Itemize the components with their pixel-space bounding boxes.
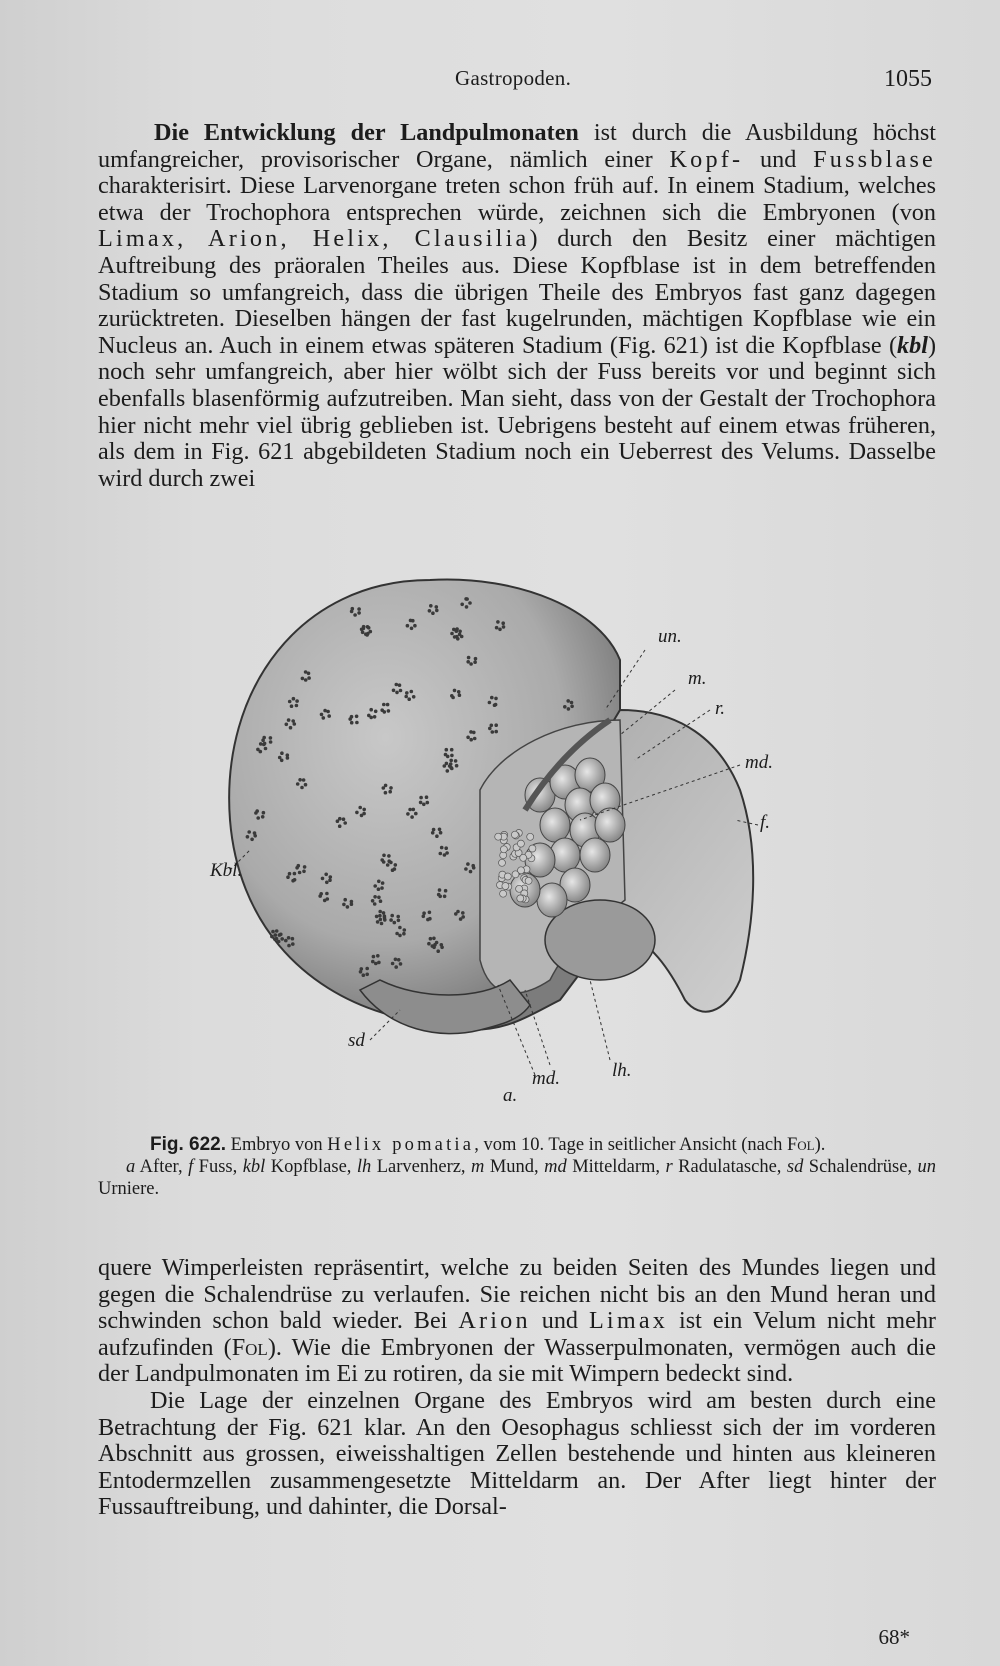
label-md-right: md. [745,752,773,773]
spaced-term: Kopf- [669,145,744,173]
spaced-genus-names: Limax, Arion, Helix, Clausilia [98,225,530,253]
label-md-bottom: md. [532,1068,560,1089]
paragraph [98,1255,936,1388]
label-a: a. [503,1085,518,1106]
page-number: 1055 [884,66,932,92]
label-kbl: Kbl. [210,860,243,881]
text-run: Die Lage der einzelnen Organe des Embryos wird am besten durch eine Betrachtung der Fig. 621 klar. An den Oesophagus schliesst sich der im vorderen Abschnitt aus grossen, eiweisshaltigen Zellen bestehende und hinten aus kleineren Entodermzellen zusammengesetzte Mitteldarm an. Der After liegt hinter der Fussauftreibung, und dahinter, die Dorsal- [98,1386,936,1521]
entoderm-cell [495,833,502,840]
embryo-figure [180,560,860,1130]
caption-title [98,1134,936,1156]
top-paragraph [98,120,936,492]
italic-abbrev: kbl [897,331,928,359]
running-title: Gastropoden. [455,66,572,90]
text-run: Urniere. [98,1179,160,1199]
label-r: r. [715,698,726,719]
entoderm-cell [511,831,518,838]
paragraph [98,1388,936,1521]
entoderm-cell [500,846,507,853]
spaced-species-name: Helix pomatia [327,1135,475,1155]
label-un: un. [658,626,682,647]
text-run: ). Wie die Embryonen der Wasserpulmonaten, vermögen auch die der Landpulmonaten im Ei zu rotiren, da sie mit Wimpern bedeckt sind. [98,1333,937,1388]
legend-abbrev: sd [786,1157,804,1177]
text-run: und [743,145,814,173]
text-run: Mund, [484,1157,545,1177]
legend-abbrev: r [665,1157,673,1177]
label-m: m. [688,668,707,689]
text-run: ). [814,1135,826,1155]
entoderm-cell [520,854,527,861]
text-run: ist durch die Ausbildung höchst umfangreicher, provisorischer Organe, nämlich einer [98,119,936,173]
text-run: Mitteldarm, [566,1157,666,1177]
text-run: ) noch sehr umfangreich, aber hier wölbt sich der Fuss bereits vor und beginnt sich ebenfalls blasenförmig aufzutreiben. Man sieht, dass von der Gestalt der Trochophora hier nicht mehr viel übrig geblieben ist. Uebrigens besteht auf einem etwas früheren, als dem in Fig. 621 abgebildeten Stadium noch ein Ueberrest des Velums. Dasselbe wird durch zwei [98,331,936,492]
bottom-paragraphs [98,1255,936,1521]
entoderm-cell [529,845,536,852]
entoderm-cell [500,890,507,897]
legend-abbrev: m [471,1157,485,1177]
caption-legend [98,1156,936,1200]
text-run: Kopfblase, [265,1157,357,1177]
legend-abbrev: lh [356,1157,372,1177]
entoderm-cell [527,833,534,840]
entoderm-cell [499,859,506,866]
author-name: Fol [231,1333,268,1361]
text-run: charakterisirt. Diese Larvenorgane treten schon früh auf. In einem Stadium, welches etwa der Trochophora entsprechen würde, zeichnen sich die Embryonen (von [98,172,936,226]
figure-number: Fig. 622. [150,1134,227,1155]
embryo-illustration [180,560,860,1130]
legend-abbrev: md [544,1157,567,1177]
text-run: Embryo von [226,1135,328,1155]
page-header [100,66,932,96]
text-run: Schalendrüse, [803,1157,918,1177]
signature-mark: 68* [878,1625,910,1649]
entoderm-cell [518,867,525,874]
entoderm-cell [502,883,509,890]
bold-heading-phrase: Die Entwicklung der Landpulmonaten [154,119,579,146]
entoderm-cell [517,840,524,847]
yolk-cell [537,883,567,917]
spaced-genus-name: Limax [588,1307,669,1335]
text-run: Larvenherz, [371,1157,472,1177]
label-f: f. [760,812,771,833]
text-run: Fuss, [193,1157,243,1177]
label-lh: lh. [612,1060,632,1081]
legend-abbrev: kbl [242,1157,266,1177]
legend-abbrev: un [917,1157,936,1177]
text-run: After, [135,1157,189,1177]
text-run: und [530,1307,589,1335]
yolk-cell [540,808,570,842]
entoderm-cell [525,877,532,884]
legend-abbrev: a [126,1157,136,1177]
text-run: quere Wimperleisten repräsentirt, welche zu beiden Seiten des Mundes liegen und gegen die Schalendrüse zu verlaufen. Sie reichen nicht bis an den Mund heran und schwinden schon bald wieder. Bei [98,1254,936,1335]
figure-caption [98,1134,936,1200]
spaced-genus-name: Arion [458,1307,531,1335]
text-run: Radulatasche, [672,1157,787,1177]
text-run: ) durch den Besitz einer mächtigen Auftreibung des präoralen Theiles aus. Diese Kopfblase ist in dem betreffenden Stadium so umfangreich, dass die übrigen Theile des Embryos fast ganz dagegen zurücktreten. Dieselben hängen der fast kugelrunden, mächtigen Kopfblase wie ein Nucleus an. Auch in einem etwas späteren Stadium (Fig. 621) ist die Kopfblase ( [98,225,936,359]
text-run: , vom 10. Tage in seitlicher Ansicht (nach [474,1135,787,1155]
label-sd: sd [348,1030,365,1051]
paragraph [98,120,936,492]
yolk-cell [580,838,610,872]
entoderm-cell [504,873,511,880]
entoderm-cell [517,895,524,902]
text-run: ist ein Velum nicht mehr aufzufinden ( [98,1307,936,1361]
yolk-cell [595,808,625,842]
legend-abbrev: f [188,1157,194,1177]
spaced-term: Fussblase [813,145,936,173]
author-name: Fol [786,1135,815,1155]
